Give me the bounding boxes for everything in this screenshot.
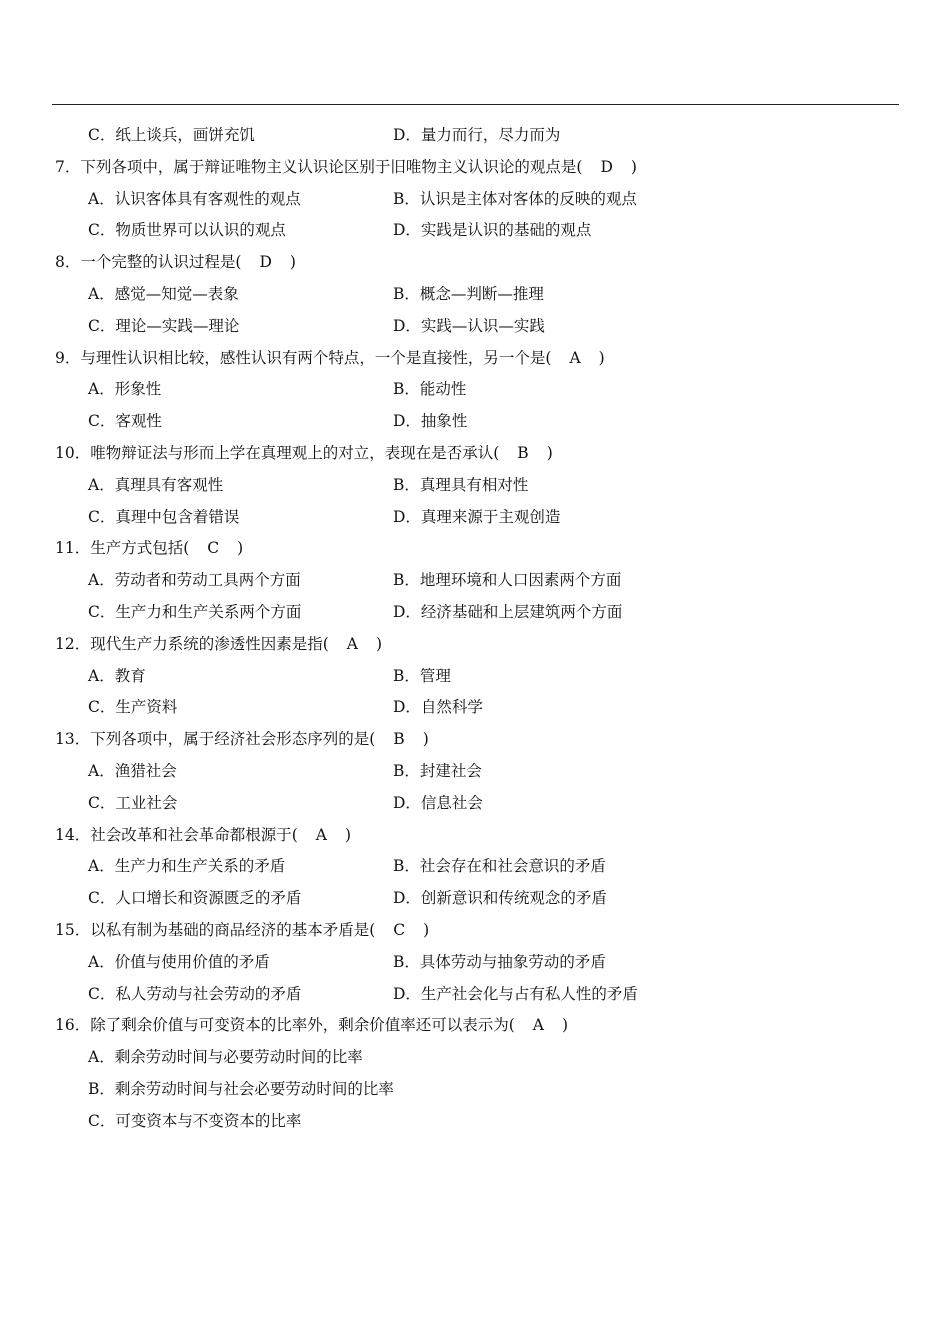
option-b: B．认识是主体对客体的反映的观点 <box>393 189 637 208</box>
option-d: D．量力而行，尽力而为 <box>393 126 561 144</box>
close-paren: ) <box>289 253 296 272</box>
option-row <box>0 661 950 693</box>
option-d: D．信息社会 <box>393 793 483 812</box>
option-row <box>0 374 950 406</box>
question-number: 7． <box>55 157 81 176</box>
option-a: A．价值与使用价值的矛盾 <box>88 952 270 971</box>
option-b: B．真理具有相对性 <box>393 475 529 494</box>
question-number: 11． <box>55 539 91 558</box>
question-text: 现代生产力系统的渗透性因素是指( <box>90 634 329 653</box>
option-c: C．纸上谈兵，画饼充饥 <box>88 126 255 144</box>
close-paren: ) <box>546 443 553 462</box>
option-a: A．生产力和生产关系的矛盾 <box>88 857 286 876</box>
answer-letter: D <box>259 253 272 272</box>
option-row <box>0 692 950 724</box>
question-stem <box>0 533 950 565</box>
option-d: D．生产社会化与占有私人性的矛盾 <box>393 984 638 1003</box>
option-row <box>0 215 950 247</box>
option-row <box>0 565 950 597</box>
option-c: C．人口增长和资源匮乏的矛盾 <box>88 889 302 908</box>
question-text: 与理性认识相比较，感性认识有两个特点，一个是直接性，另一个是( <box>80 348 552 367</box>
option-d: D．实践—认识—实践 <box>393 316 545 335</box>
close-paren: ) <box>598 348 605 367</box>
option-a: A．剩余劳动时间与必要劳动时间的比率 <box>88 1048 363 1067</box>
answer-letter: A <box>315 825 327 844</box>
question-number: 10． <box>55 443 91 462</box>
option-b: B．概念—判断—推理 <box>393 284 544 303</box>
option-row <box>0 1106 950 1138</box>
option-c: C．理论—实践—理论 <box>88 316 240 335</box>
question-stem <box>0 438 950 470</box>
exam-content <box>0 120 950 1138</box>
option-row <box>0 1074 950 1106</box>
option-c: C．可变资本与不变资本的比率 <box>88 1111 302 1130</box>
answer-letter: B <box>517 443 529 462</box>
question-number: 13． <box>55 730 91 749</box>
option-d: D．自然科学 <box>393 698 483 717</box>
option-c: C．私人劳动与社会劳动的矛盾 <box>88 984 302 1003</box>
option-row <box>0 851 950 883</box>
question-stem <box>0 247 950 279</box>
option-row <box>0 788 950 820</box>
option-row <box>0 756 950 788</box>
answer-letter: B <box>393 730 405 749</box>
question-text: 一个完整的认识过程是( <box>80 253 242 272</box>
question-stem <box>0 1010 950 1042</box>
close-paren: ) <box>345 825 352 844</box>
question-list <box>0 152 950 1011</box>
option-b: B．地理环境和人口因素两个方面 <box>393 571 622 590</box>
option-row <box>0 470 950 502</box>
close-paren: ) <box>422 730 429 749</box>
question-text: 下列各项中，属于辩证唯物主义认识论区别于旧唯物主义认识论的观点是( <box>80 157 583 176</box>
option-d: D．抽象性 <box>393 412 468 431</box>
close-paren: ) <box>630 157 637 176</box>
question-number: 9． <box>55 348 81 367</box>
close-paren: ) <box>237 539 244 558</box>
option-c: C．生产力和生产关系两个方面 <box>88 602 302 621</box>
option-c: C．工业社会 <box>88 793 178 812</box>
option-d: D．实践是认识的基础的观点 <box>393 221 592 240</box>
option-b: B．封建社会 <box>393 761 482 780</box>
option-c: C．生产资料 <box>88 698 178 717</box>
option-row <box>0 883 950 915</box>
option-c: C．客观性 <box>88 412 162 431</box>
option-row <box>0 979 950 1011</box>
question-text: 社会改革和社会革命都根源于( <box>90 825 298 844</box>
close-paren: ) <box>376 634 383 653</box>
question-stem <box>0 343 950 375</box>
answer-letter: A <box>346 634 358 653</box>
question-number: 14． <box>55 825 91 844</box>
option-a: A．劳动者和劳动工具两个方面 <box>88 571 301 590</box>
question-stem <box>0 724 950 756</box>
question-stem <box>0 629 950 661</box>
option-d: D．真理来源于主观创造 <box>393 507 561 526</box>
option-b: B．社会存在和社会意识的矛盾 <box>393 857 606 876</box>
question-number: 16． <box>55 1016 91 1035</box>
option-row <box>0 184 950 216</box>
option-c: C．真理中包含着错误 <box>88 507 240 526</box>
question-stem <box>0 820 950 852</box>
option-a: A．真理具有客观性 <box>88 475 224 494</box>
question-stem <box>0 915 950 947</box>
option-row <box>0 279 950 311</box>
answer-letter: C <box>207 539 220 558</box>
answer-letter: D <box>600 157 613 176</box>
close-paren: ) <box>423 920 430 939</box>
question-number: 12． <box>55 634 91 653</box>
option-a: A．认识客体具有客观性的观点 <box>88 189 301 208</box>
header-rule <box>52 104 899 105</box>
question-text: 唯物辩证法与形而上学在真理观上的对立，表现在是否承认( <box>90 443 500 462</box>
question-text: 生产方式包括( <box>90 539 190 558</box>
option-d: D．经济基础和上层建筑两个方面 <box>393 602 623 621</box>
option-b: B．能动性 <box>393 380 467 399</box>
option-row <box>0 947 950 979</box>
close-paren: ) <box>562 1016 569 1035</box>
answer-letter: C <box>393 920 406 939</box>
option-b: B．剩余劳动时间与社会必要劳动时间的比率 <box>88 1079 394 1098</box>
question-stem <box>0 152 950 184</box>
option-row <box>0 1042 950 1074</box>
question-number: 8． <box>55 253 81 272</box>
option-row <box>0 120 950 152</box>
option-a: A．渔猎社会 <box>88 761 177 780</box>
option-row <box>0 597 950 629</box>
option-row <box>0 406 950 438</box>
option-a: A．形象性 <box>88 380 162 399</box>
answer-letter: A <box>532 1016 544 1035</box>
question-text: 除了剩余价值与可变资本的比率外，剩余价值率还可以表示为( <box>90 1016 515 1035</box>
question-text: 以私有制为基础的商品经济的基本矛盾是( <box>90 920 376 939</box>
option-a: A．感觉—知觉—表象 <box>88 284 239 303</box>
answer-letter: A <box>569 348 581 367</box>
option-row <box>0 502 950 534</box>
question-text: 下列各项中，属于经济社会形态序列的是( <box>90 730 376 749</box>
option-c: C．物质世界可以认识的观点 <box>88 221 286 240</box>
option-d: D．创新意识和传统观念的矛盾 <box>393 889 607 908</box>
option-b: B．管理 <box>393 666 451 685</box>
option-row <box>0 311 950 343</box>
option-b: B．具体劳动与抽象劳动的矛盾 <box>393 952 606 971</box>
question-number: 15． <box>55 920 91 939</box>
option-a: A．教育 <box>88 666 146 685</box>
